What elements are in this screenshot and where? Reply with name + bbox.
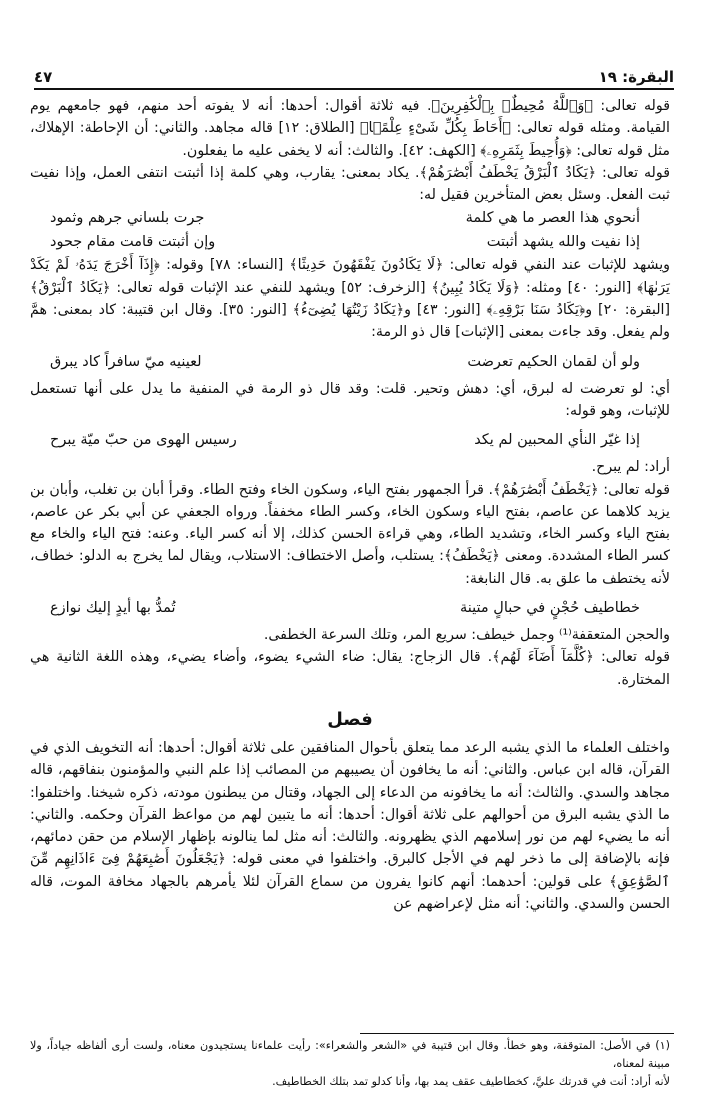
verse-first-hemistich: إذا نفيت والله يشهد أثبتت [486,234,640,251]
section-paragraph: واختلف العلماء ما الذي يشبه الرعد مما يتعلق بأحوال المنافقين على ثلاثة أقوال: أحدها: أنه التخويف الذي في القرآن، قاله ابن عباس. والثاني: أنه ما يخافون أن يصيبهم من المصائب إذا علم النبي والمؤمنون بنفاقهم، قاله مجاهد والسدي. والثالث: أنه ما يخافونه من الدعاء إلى الجهاد، وقتال من يبطنون مودته، ذكره شيخنا. واختلفوا: ما الذي يشبه البرق من أحوالهم على ثلاثة أقوال: أحدها: أنه ما يتبين لهم من مواعظ القرآن وحكمه. والثاني: أنه ما يضيء لهم من نور إسلامهم الذي يظهرونه. والثالث: أنه مثل لما ينالونه بإظهار الإسلام من حقن دمائهم، فإنه بالإضافة إلى ما ذخر لهم في الأجل كالبرق. واختلفوا في معنى قوله: ﴿يَجْعَلُونَ أَصَٰبِعَهُمْ فِىٓ ءَاذَانِهِم مِّنَ ٱلصَّوَٰعِقِ﴾ على قولين: أحدهما: أنهم كانوا يفرون من سماع القرآن لئلا يأمرهم بالجهاد مخافة الموت، قاله الحسن والسدي. والثاني: أنه مثل لإعراضهم عن [30,739,670,913]
verse-second-hemistich: تُمدُّ بها أيدٍ إليك نوازع [50,600,176,617]
section-heading: فصل [327,708,373,730]
footnote-rule [360,1033,674,1034]
verse-second-hemistich: جرت بلساني جرهم وثمود [50,210,205,227]
paragraph: والحجن المتعقفة⁽¹⁾ وجمل خيطف: سريع المر، وتلك السرعة الخطفى. [263,627,670,644]
paragraph: ويشهد للإثبات عند النفي قوله تعالى: ﴿لَا يَكَادُونَ يَفْقَهُونَ حَدِيثًا﴾ [النساء: ٧٨] وقوله: ﴿إِذَآ أَخْرَجَ يَدَهُۥ لَمْ يَكَدْ يَرَىٰهَا﴾ [النور: ٤٠] ومثله: ﴿وَلَا يَكَادُ يُبِينُ﴾ [الزخرف: ٥٢] ويشهد للنفي عند الإثبات قوله تعالى: ﴿يَكَادُ ٱلْبَرْقُ﴾ [البقرة: ٢٠] و﴿يَكَادُ سَنَا بَرْقِهِۦ﴾ [النور: ٤٣] و﴿يَكَادُ زَيْتُهَا يُضِىٓءُ﴾ [النور: ٣٥]. وقال ابن قتيبة: كاد بمعنى: همَّ ولم يفعل. وقد جاءت بمعنى [الإثبات] قال ذو الرمة: [30,257,670,341]
paragraph: قوله تعالى: ﴿يَكَادُ ٱلْبَرْقُ يَخْطَفُ أَبْصَٰرَهُمْ﴾. يكاد بمعنى: يقارب، وهي كلمة إذا أثبتت انتفى العمل، وإذا نفيت ثبت الفعل. وسئل بعض المتأخرين فقيل له: [30,164,670,204]
paragraph: قوله تعالى: ﴿كُلَّمَآ أَضَآءَ لَهُم﴾. قال الزجاج: يقال: ضاء الشيء يضوء، وأضاء يضيء، وهذه اللغة الثانية هي المختارة. [30,649,670,688]
verse-first-hemistich: ولو أن لقمان الحكيم تعرضت [467,353,640,370]
paragraph: قوله تعالى: ﴿وَٱللَّهُ مُحِيطٌۢ بِٱلْكَٰفِرِينَ﴾. فيه ثلاثة أقوال: أحدها: أنه لا يفوته أحد منهم، فهو جامعهم يوم القيامة. ومثله قوله تعالى: ﴿أَحَاطَ بِكُلِّ شَىْءٍ عِلْمًۢا﴾ [الطلاق: ١٢] قاله مجاهد. والثاني: أن الإحاطة: الإهلاك، مثل قوله تعالى: ﴿وَأُحِيطَ بِثَمَرِهِۦ﴾ [الكهف: ٤٢]. والثالث: أنه لا يخفى عليه ما يفعلون. [30,98,670,159]
verse-first-hemistich: أنحوي هذا العصر ما هي كلمة [465,210,640,227]
poem-verse [30,350,670,374]
main-text [30,95,670,915]
page-number: ٤٧ [34,68,53,86]
verse-second-hemistich: وإن أثبتت قامت مقام جحود [50,234,216,251]
verse-first-hemistich: خطاطيف حُجْنٍ في حبالٍ متينة [460,600,640,617]
verse-second-hemistich: لعينيه ميّ سافراً كاد يبرق [50,353,202,370]
header-rule [34,88,674,90]
verse-first-hemistich: إذا غيّر النأي المحبين لم يكد [474,432,640,449]
poem-verse [30,428,670,452]
poem-verse [30,230,670,254]
footnote-line: لأنه أراد: أنت في قدرتك عليَّ، كخطاطيف عقف يمد بها، وأنا كدلو تمد بتلك الخطاطيف. [272,1075,670,1088]
paragraph: قوله تعالى: ﴿يَخْطَفُ أَبْصَٰرَهُمْ﴾. قرأ الجمهور بفتح الياء، وسكون الخاء وفتح الطاء. وقرأ أبان بن تغلب، وأبان بن يزيد كلاهما عن عاصم، بفتح الياء وسكون الخاء، وكسر الطاء مخففاً. ورواه الجعفي عن أبي بكر عن عاصم، بفتح الياء وكسر الخاء، وتشديد الطاء، وهي قراءة الحسن كذلك، إلا أنه كسر الياء. وعنه: فتح الياء والخاء مع كسر الطاء المشددة. ومعنى ﴿يَخْطَفُ﴾: يستلب، وأصل الاختطاف: الاستلاب، ويقال لما يخرج به الدلو: خطاف، لأنه يختطف ما علق به. قال النابغة: [30,481,670,587]
verse-second-hemistich: رسيس الهوى من حبّ ميّة يبرح [50,432,237,449]
page-header [34,62,674,86]
paragraph: أراد: لم يبرح. [591,459,670,476]
paragraph: أي: لو تعرضت له لبرق، أي: دهش وتحير. قلت: وقد قال ذو الرمة في المنفية ما يدل على أنها تستعمل للإثبات، وهو قوله: [30,380,670,419]
footnote-line: (١) في الأصل: المتوقفة، وهو خطأ. وقال ابن قتيبة في «الشعر والشعراء»: رأيت علماءنا يستجيدون معناه، ولست أرى ألفاظه جياداً، ولا مبينة لمعناه، [30,1039,670,1070]
poem-verse [30,596,670,620]
footnotes [30,1037,670,1091]
poem-verse [30,206,670,230]
running-title: البقرة: ١٩ [598,68,674,86]
